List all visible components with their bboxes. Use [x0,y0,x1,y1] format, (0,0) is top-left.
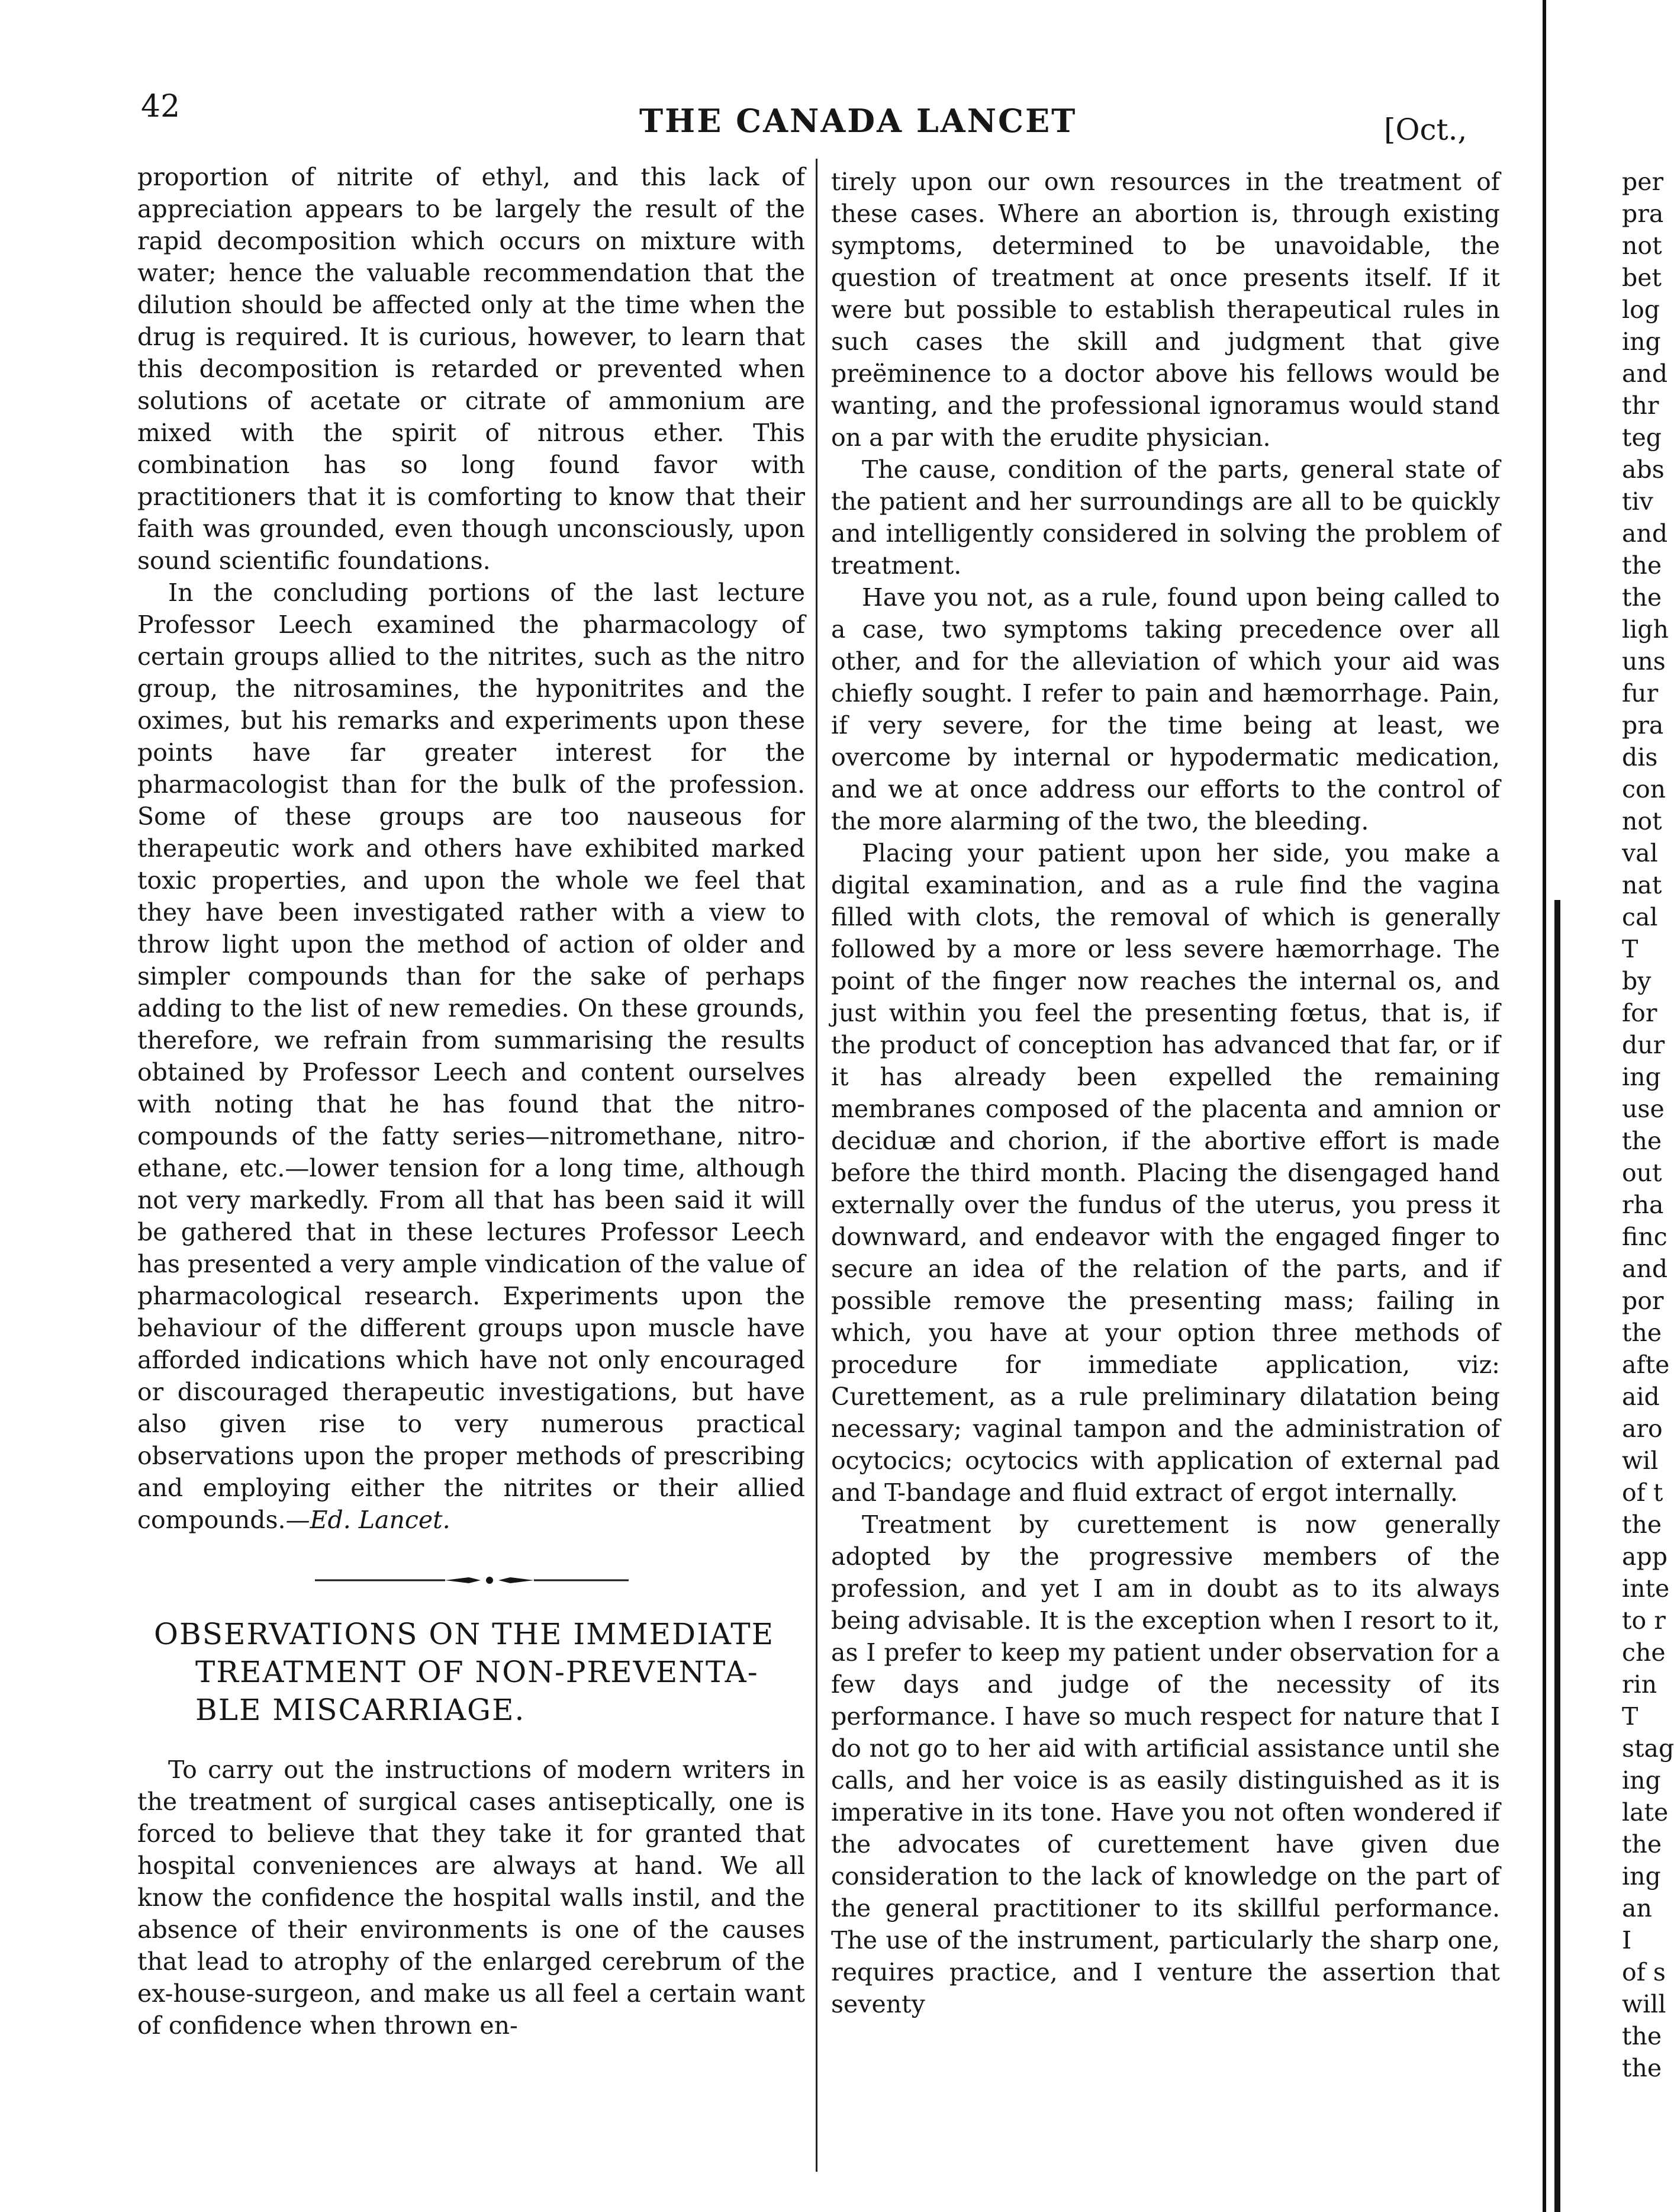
next-page-fragment: the [1622,2054,1662,2082]
next-page-fragment: to r [1622,1606,1666,1635]
next-page-fragment: pra [1622,711,1664,740]
right-paragraph-4: Placing your patient upon her side, you make a digital examination, and as a rule find the vagina filled with clots, the removal of which is generally followed by a more or less severe hæmorrhage. The point of the finger now reaches the internal os, and just within you feel the presenting fœtus, that is, if the product of conception has advanced that far, or if it has already been expelled the remaining membranes composed of the placenta and amnion or deciduæ and chorion, if the abortive effort is made before the third month. Placing the disengaged hand externally over the fundus of the uterus, you press it downward, and endeavor with the engaged finger to secure an idea of the relation of the parts, and if possible remove the presenting mass; failing in which, you have at your option three methods of procedure for immediate application, viz: Curettement, as a rule preliminary dilatation being necessary; vaginal tampon and the administration of ocytocics; ocytocics with application of external pad and T-bandage and fluid extract of ergot internally. [831,839,1500,1507]
next-page-fragment: T [1622,1702,1638,1731]
headline-line-3: BLE MISCARRIAGE. [195,1693,526,1727]
next-page-fragment: the [1622,1510,1662,1539]
left-paragraph-3: To carry out the instructions of modern writers in the treatment of surgical cases antiseptically, one is forced to believe that they take it for granted that hospital conveniences are always at hand. We all know the confidence the hospital walls instil, and the absence of their environments is one of the causes that lead to atrophy of the enlarged cerebrum of the ex-house-surgeon, and make us all feel a certain want of confidence when thrown en- [137,1756,805,2040]
next-page-fragment: afte [1622,1351,1670,1379]
article-headline [154,1615,805,1729]
right-paragraph-5: Treatment by curettement is now generally adopted by the progressive members of the profession, and yet I am in doubt as to its always being advisable. It is the exception when I resort to it, as I prefer to keep my patient under observation for a few days and judge of the necessity of its performance. I have so much respect for nature that I do not go to her aid with artificial assistance until she calls, and her voice is as easily distinguished as it is imperative in its tone. Have you not often wondered if the advocates of curettement have given due consideration to the lack of knowledge on the part of the general practitioner to its skillful performance. The use of the instrument, particularly the sharp one, requires practice, and I venture the assertion that seventy [831,1510,1500,2018]
headline-line-1: OBSERVATIONS ON THE IMMEDIATE [154,1617,775,1651]
next-page-fragment: cal [1622,903,1658,931]
next-page-fragment: fur [1622,679,1659,708]
next-page-fragment: by [1622,967,1652,995]
next-page-fragment: the [1622,2022,1662,2050]
journal-title: THE CANADA LANCET [639,102,1077,140]
left-paragraph-2 [137,577,805,1536]
next-page-fragment: an [1622,1894,1652,1922]
left-paragraph-2-text: In the concluding portions of the last lecture Professor Leech examined the pharmacology of certain groups allied to the nitrites, such as the nitro group, the nitrosamines, the hyponitrites and the oximes, but his remarks and experiments upon these points have far greater interest for the pharmacologist than for the bulk of the profession. Some of these groups are too nauseous for therapeutic work and others have exhibited marked toxic properties, and upon the whole we feel that they have been investigated rather with a view to throw light upon the method of action of older and simpler compounds than for the sake of perhaps adding to the list of new remedies. On these grounds, therefore, we refrain from summarising the results obtained by Professor Leech and content ourselves with noting that he has found that the nitro-compounds of the fatty series—nitromethane, nitro-ethane, etc.—lower tension for a long time, although not very markedly. From all that has been said it will be gathered that in these lectures Professor Leech has presented a very ample vindication of the value of pharmacological research. Experiments upon the behaviour of the different groups upon muscle have afforded indications which have not only encouraged or discouraged therapeutic investigations, but have also given rise to very numerous practical observations upon the proper methods of prescribing and employing either the nitrites or their allied compounds. [137,578,805,1534]
next-page-fragment: ing [1622,327,1661,356]
next-page-fragment: and [1622,519,1668,548]
next-page-fragment: bet [1622,263,1662,292]
right-column [831,166,1500,2020]
next-page-fragment: per [1622,168,1664,196]
next-page-fragment: and [1622,1255,1668,1283]
next-page-fragment: ing [1622,1862,1661,1891]
next-page-fragment: uns [1622,647,1666,676]
next-page-fragment: dur [1622,1031,1665,1059]
next-page-fragment: ing [1622,1063,1661,1091]
next-page-fragment: the [1622,1319,1662,1347]
next-page-fragments [1622,166,1674,2084]
next-page-fragment: abs [1622,455,1665,484]
next-page-fragment: aid [1622,1382,1660,1411]
next-page-fragment: pra [1622,200,1664,228]
right-paragraph-1: tirely upon our own resources in the treatment of these cases. Where an abortion is, through existing symptoms, determined to be unavoidable, the question of treatment at once presents itself. If it were but possible to establish therapeutical rules in such cases the skill and judgment that give preëminence to a doctor above his fellows would be wanting, and the professional ignoramus would stand on a par with the erudite physician. [831,168,1500,452]
next-page-fragment: the [1622,1830,1662,1859]
next-page-fragment: teg [1622,423,1662,452]
next-page-fragment: of s [1622,1958,1666,1986]
next-page-fragment: aro [1622,1414,1663,1443]
next-page-fragment: the [1622,551,1662,580]
right-paragraph-2: The cause, condition of the parts, general state of the patient and her surroundings are all to be quickly and intelligently considered in solving the problem of treatment. [831,455,1500,580]
next-page-fragment: the [1622,1127,1662,1155]
next-page-fragment: late [1622,1798,1669,1827]
next-page-fragment: finc [1622,1223,1667,1251]
next-page-fragment: tiv [1622,487,1653,516]
next-page-fragment: ing [1622,1766,1661,1795]
next-page-fragment: thr [1622,391,1659,420]
next-page-fragment: I [1622,1926,1632,1954]
right-paragraph-3: Have you not, as a rule, found upon being called to a case, two symptoms taking precedence over all other, and for the alleviation of which your aid was chiefly sought. I refer to pain and hæmorrhage. Pain, if very severe, for the time being at least, we overcome by internal or hypodermatic medication, and we at once address our efforts to the control of the more alarming of the two, the bleeding. [831,583,1500,835]
next-page-fragment: wil [1622,1446,1659,1475]
page-binding-shadow [1554,900,1560,2212]
column-divider [816,159,817,2172]
next-page-fragment: not [1622,232,1662,260]
next-page-fragment: the [1622,583,1662,612]
next-page-fragment: por [1622,1287,1664,1315]
next-page-fragment: and [1622,359,1668,388]
next-page-fragment: dis [1622,743,1658,771]
next-page-fragment: will [1622,1990,1666,2018]
next-page-fragment: use [1622,1095,1665,1123]
next-page-fragment: val [1622,839,1658,867]
next-page-fragment: for [1622,999,1657,1027]
left-column [137,161,805,2041]
next-page-fragment: app [1622,1542,1667,1571]
next-page-fragment: ligh [1622,615,1669,644]
next-page-fragment: out [1622,1159,1662,1187]
issue-date: [Oct., [1384,112,1467,147]
left-paragraph-1: proportion of nitrite of ethyl, and this lack of appreciation appears to be largely the result of the rapid decomposition which occurs on mixture with water; hence the valuable recommendation that the dilution should be affected only at the time when the drug is required. It is curious, however, to learn that this decomposition is retarded or prevented when solutions of acetate or citrate of ammonium are mixed with the spirit of nitrous ether. This combination has so long found favor with practitioners that it is comforting to know that their faith was grounded, even though unconsciously, upon sound scientific foundations. [137,163,805,575]
next-page-fragment: log [1622,295,1660,324]
next-page-fragment: con [1622,775,1666,803]
headline-line-2: TREATMENT OF NON-PREVENTA- [195,1655,759,1689]
next-page-fragment: inte [1622,1574,1670,1603]
next-page-fragment: not [1622,807,1662,835]
page-binding-edge [1543,0,1546,2212]
next-page-fragment: of t [1622,1478,1663,1507]
page-number: 42 [141,89,181,124]
section-divider-ornament [137,1571,805,1589]
next-page-fragment: T [1622,935,1638,963]
next-page-fragment: che [1622,1638,1666,1667]
next-page-fragment: stag [1622,1734,1674,1763]
next-page-fragment: nat [1622,871,1662,899]
next-page-fragment: rha [1622,1191,1664,1219]
editorial-signature: —Ed. Lancet. [285,1506,450,1534]
next-page-fragment: rin [1622,1670,1657,1699]
